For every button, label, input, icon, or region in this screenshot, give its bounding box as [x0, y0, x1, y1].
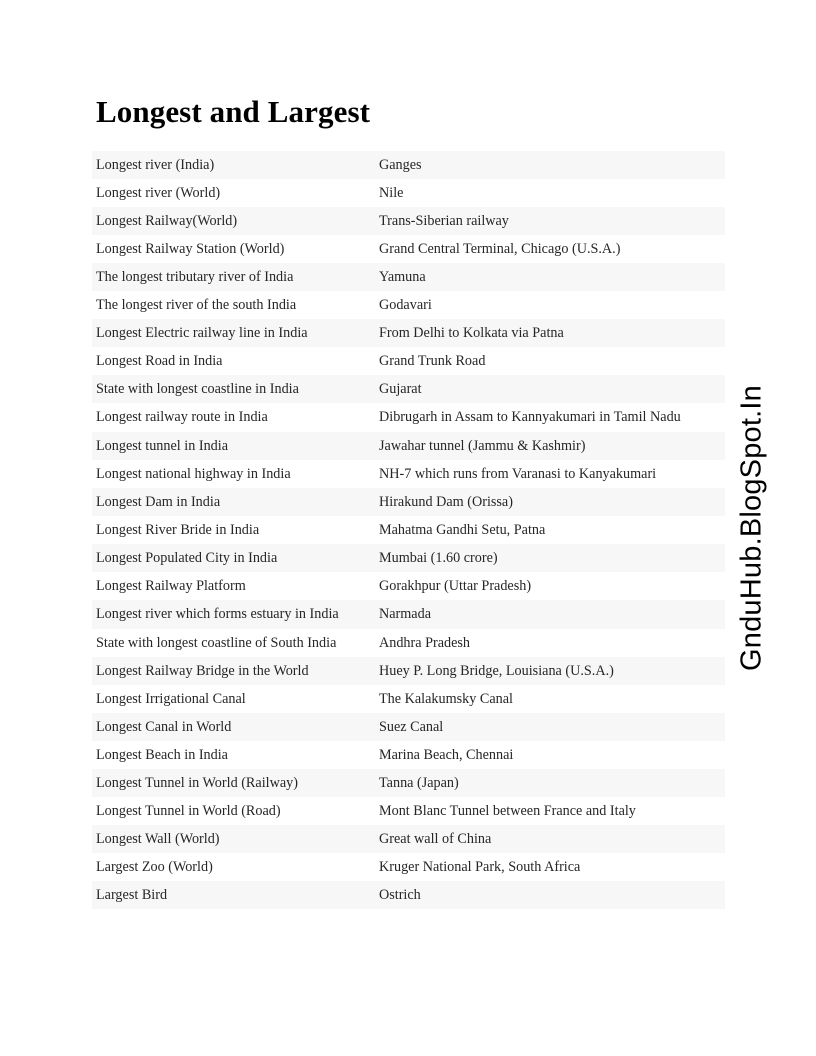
table-row [92, 460, 725, 488]
table-row [92, 769, 725, 797]
row-answer-cell: Hirakund Dam (Orissa) [375, 488, 725, 516]
row-item-cell: State with longest coastline in India [92, 375, 375, 403]
row-answer-cell: Dibrugarh in Assam to Kannyakumari in Tamil Nadu [375, 403, 725, 432]
facts-table [92, 151, 725, 909]
table-row [92, 263, 725, 291]
table-row [92, 685, 725, 713]
table-row [92, 403, 725, 432]
row-answer-cell: Gorakhpur (Uttar Pradesh) [375, 572, 725, 600]
watermark-text: GnduHub.BlogSpot.In [735, 385, 768, 671]
row-answer-cell: Mumbai (1.60 crore) [375, 544, 725, 572]
row-item-cell: Longest Dam in India [92, 488, 375, 516]
row-answer-cell: Nile [375, 179, 725, 207]
row-answer-cell: Great wall of China [375, 825, 725, 853]
row-item-cell: Longest Railway Station (World) [92, 235, 375, 263]
table-row [92, 713, 725, 741]
row-answer-cell: Godavari [375, 291, 725, 319]
table-row [92, 151, 725, 179]
row-item-cell: Longest river which forms estuary in India [92, 600, 375, 629]
table-row [92, 291, 725, 319]
table-row [92, 207, 725, 235]
row-answer-cell: Marina Beach, Chennai [375, 741, 725, 769]
row-item-cell: Longest Wall (World) [92, 825, 375, 853]
table-row [92, 853, 725, 881]
table-row [92, 600, 725, 629]
row-item-cell: The longest tributary river of India [92, 263, 375, 291]
row-item-cell: State with longest coastline of South India [92, 629, 375, 657]
table-row [92, 488, 725, 516]
row-item-cell: Largest Zoo (World) [92, 853, 375, 881]
table-row [92, 657, 725, 685]
row-item-cell: Longest Beach in India [92, 741, 375, 769]
row-answer-cell: Huey P. Long Bridge, Louisiana (U.S.A.) [375, 657, 725, 685]
facts-table-body [92, 151, 725, 909]
row-item-cell: Longest Populated City in India [92, 544, 375, 572]
row-item-cell: Longest national highway in India [92, 460, 375, 488]
row-answer-cell: Grand Central Terminal, Chicago (U.S.A.) [375, 235, 725, 263]
row-item-cell: Longest Irrigational Canal [92, 685, 375, 713]
table-row [92, 797, 725, 825]
row-answer-cell: Gujarat [375, 375, 725, 403]
row-item-cell: Largest Bird [92, 881, 375, 909]
row-item-cell: The longest river of the south India [92, 291, 375, 319]
row-item-cell: Longest Tunnel in World (Road) [92, 797, 375, 825]
row-item-cell: Longest tunnel in India [92, 432, 375, 460]
row-item-cell: Longest railway route in India [92, 403, 375, 432]
row-answer-cell: Trans-Siberian railway [375, 207, 725, 235]
table-row [92, 432, 725, 460]
row-answer-cell: The Kalakumsky Canal [375, 685, 725, 713]
row-answer-cell: Kruger National Park, South Africa [375, 853, 725, 881]
row-answer-cell: From Delhi to Kolkata via Patna [375, 319, 725, 347]
row-answer-cell: Tanna (Japan) [375, 769, 725, 797]
table-row [92, 516, 725, 544]
table-row [92, 881, 725, 909]
row-item-cell: Longest Electric railway line in India [92, 319, 375, 347]
row-answer-cell: Narmada [375, 600, 725, 629]
row-item-cell: Longest River Bride in India [92, 516, 375, 544]
table-row [92, 741, 725, 769]
row-answer-cell: Ostrich [375, 881, 725, 909]
row-answer-cell: Jawahar tunnel (Jammu & Kashmir) [375, 432, 725, 460]
table-row [92, 375, 725, 403]
row-answer-cell: Yamuna [375, 263, 725, 291]
table-row [92, 629, 725, 657]
row-answer-cell: Suez Canal [375, 713, 725, 741]
row-answer-cell: NH-7 which runs from Varanasi to Kanyakumari [375, 460, 725, 488]
row-answer-cell: Mahatma Gandhi Setu, Patna [375, 516, 725, 544]
table-row [92, 572, 725, 600]
row-answer-cell: Mont Blanc Tunnel between France and Italy [375, 797, 725, 825]
row-answer-cell: Grand Trunk Road [375, 347, 725, 375]
row-item-cell: Longest Railway Bridge in the World [92, 657, 375, 685]
table-row [92, 319, 725, 347]
table-row [92, 825, 725, 853]
row-item-cell: Longest Railway Platform [92, 572, 375, 600]
row-item-cell: Longest Canal in World [92, 713, 375, 741]
row-item-cell: Longest river (World) [92, 179, 375, 207]
row-item-cell: Longest Railway(World) [92, 207, 375, 235]
table-row [92, 347, 725, 375]
row-item-cell: Longest Tunnel in World (Railway) [92, 769, 375, 797]
row-item-cell: Longest river (India) [92, 151, 375, 179]
row-answer-cell: Andhra Pradesh [375, 629, 725, 657]
table-row [92, 544, 725, 572]
row-answer-cell: Ganges [375, 151, 725, 179]
table-row [92, 179, 725, 207]
page-title: Longest and Largest [96, 94, 371, 129]
row-item-cell: Longest Road in India [92, 347, 375, 375]
table-row [92, 235, 725, 263]
